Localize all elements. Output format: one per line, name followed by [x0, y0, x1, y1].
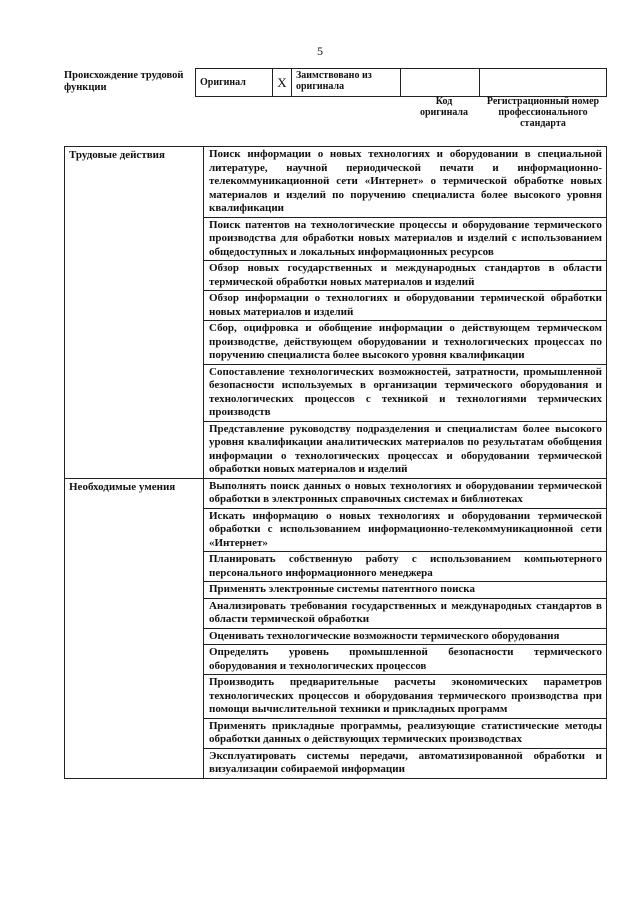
- original-mark: X: [273, 69, 292, 97]
- borrowed-cell: Заимствовано из оригинала: [292, 69, 401, 97]
- section-item: Представление руководству подразделения и специалистам более высокого уровня квалификации аналитических материалов по результатам обобщения информации о технологических процессах и оборудовании термической обработки новых материалов и изделий: [204, 421, 607, 478]
- original-cell: Оригинал: [196, 69, 273, 97]
- origin-label: Происхождение трудовой функции: [64, 70, 184, 93]
- section-item: Планировать собственную работу с использованием компьютерного персонального информационного менеджера: [204, 552, 607, 582]
- section-item: Эксплуатировать системы передачи, автоматизированной обработки и визуализации собираемой информации: [204, 748, 607, 778]
- registration-caption: Регистрационный номер профессионального стандарта: [486, 96, 600, 129]
- function-table: [64, 146, 607, 779]
- table-row: [65, 478, 607, 508]
- section-item: Искать информацию о новых технологиях и оборудовании термической обработки с использованием информационно-телекоммуникационной сети «Интернет»: [204, 508, 607, 552]
- section-item: Производить предварительные расчеты экономических параметров технологических процессов и оборудования термического производства при помощи вычислительной техники и прикладных программ: [204, 675, 607, 719]
- section-item: Обзор новых государственных и международных стандартов в области термической обработки новых материалов и изделий: [204, 261, 607, 291]
- section-item: Поиск патентов на технологические процессы и оборудование термического производства для обработки новых материалов и изделий с использованием общедоступных и локальных информационных ресурсов: [204, 217, 607, 261]
- registration-number-cell: [480, 69, 607, 97]
- section-item: Применять прикладные программы, реализующие статистические методы обработки данных о действующих термических производствах: [204, 718, 607, 748]
- page-number: 5: [317, 44, 323, 58]
- section-item: Определять уровень промышленной безопасности термического оборудования и технологических процессов: [204, 645, 607, 675]
- section-label: Необходимые умения: [65, 478, 204, 778]
- section-item: Сбор, оцифровка и обобщение информации о действующем термическом производстве, действующем оборудовании и технологических процессах по поручению специалиста более высокого уровня квалификации: [204, 321, 607, 365]
- section-item: Сопоставление технологических возможностей, затратности, промышленной безопасности используемых в организации термического оборудования и технологических процессов с техникой и технологиями термических производств: [204, 364, 607, 421]
- origin-table: [195, 68, 607, 97]
- code-cell: [401, 69, 480, 97]
- section-item: Обзор информации о технологиях и оборудовании термической обработки новых материалов и изделий: [204, 291, 607, 321]
- section-item: Оценивать технологические возможности термического оборудования: [204, 628, 607, 645]
- function-table-body: [65, 147, 607, 779]
- code-caption: Код оригинала: [419, 96, 469, 118]
- section-item: Поиск информации о новых технологиях и оборудовании в специальной литературе, научной периодической печати и информационно-телекоммуникационной сети «Интернет» о термической обработке новых материалов и изделий по поручению специалиста более высокого уровня квалификации: [204, 147, 607, 218]
- section-item: Применять электронные системы патентного поиска: [204, 582, 607, 599]
- section-item: Выполнять поиск данных о новых технологиях и оборудовании термической обработки в электронных справочных системах и библиотеках: [204, 478, 607, 508]
- origin-row: [196, 69, 607, 97]
- table-row: [65, 147, 607, 218]
- section-item: Анализировать требования государственных и международных стандартов в области термической обработки: [204, 598, 607, 628]
- section-label: Трудовые действия: [65, 147, 204, 479]
